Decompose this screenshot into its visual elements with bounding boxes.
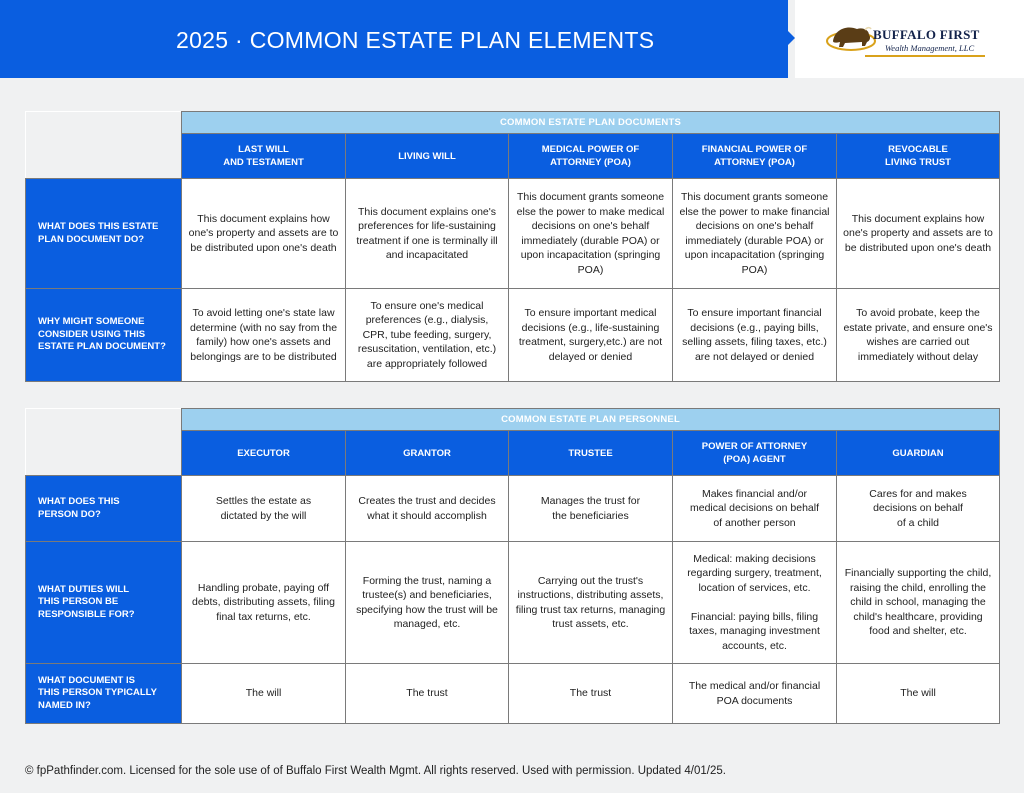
column-header: TRUSTEE (509, 431, 673, 476)
row-header: WHAT DOES THIS PERSON DO? (26, 476, 182, 542)
table-cell: Makes financial and/or medical decisions on behalf of another person (673, 476, 837, 542)
table-cell: This document grants someone else the power to make financial decisions on one's behalf immediately (durable POA) or upon incapacitation (springing POA) (673, 179, 837, 289)
table-corner (26, 112, 182, 134)
table-row (26, 542, 1000, 664)
column-header-row (26, 431, 1000, 476)
documents-table (25, 111, 1000, 382)
logo-underline (865, 55, 985, 57)
table-cell: Financially supporting the child, raising the child, enrolling the child in school, managing the child's healthcare, providing food and shelter, etc. (837, 542, 1000, 664)
table-corner (26, 409, 182, 431)
table-corner (26, 134, 182, 179)
table-cell: Handling probate, paying off debts, distributing assets, filing final tax returns, etc. (182, 542, 346, 664)
column-header: LAST WILL AND TESTAMENT (182, 134, 346, 179)
company-logo (795, 0, 1024, 78)
logo-name: BUFFALO FIRST (873, 27, 980, 42)
header-band (0, 0, 788, 78)
table-cell: The will (837, 664, 1000, 724)
column-header: GUARDIAN (837, 431, 1000, 476)
logo-subtitle: Wealth Management, LLC (885, 43, 975, 53)
table-cell: Manages the trust for the beneficiaries (509, 476, 673, 542)
column-header: POWER OF ATTORNEY (POA) AGENT (673, 431, 837, 476)
table-cell: The trust (346, 664, 509, 724)
row-header: WHAT DUTIES WILL THIS PERSON BE RESPONSIBLE FOR? (26, 542, 182, 664)
column-header: REVOCABLE LIVING TRUST (837, 134, 1000, 179)
table-cell: The will (182, 664, 346, 724)
table-cell: The trust (509, 664, 673, 724)
table-cell: The medical and/or financial POA documents (673, 664, 837, 724)
buffalo-icon (825, 19, 877, 57)
table-cell: Medical: making decisions regarding surgery, treatment, location of services, etc. Financial: paying bills, filing taxes, managing investment accounts, etc. (673, 542, 837, 664)
column-header: EXECUTOR (182, 431, 346, 476)
header-arrow (788, 31, 795, 45)
row-header: WHAT DOES THIS ESTATE PLAN DOCUMENT DO? (26, 179, 182, 289)
column-header: MEDICAL POWER OF ATTORNEY (POA) (509, 134, 673, 179)
table-row (26, 664, 1000, 724)
table-cell: To avoid letting one's state law determine (with no say from the family) how one's assets and belongings are to be distributed (182, 289, 346, 382)
table-cell: Settles the estate as dictated by the will (182, 476, 346, 542)
table-row (26, 289, 1000, 382)
table-row (26, 179, 1000, 289)
table-cell: To ensure important medical decisions (e.g., life-sustaining treatment, surgery,etc.) are not delayed or denied (509, 289, 673, 382)
table-cell: This document explains one's preferences for life-sustaining treatment if one is terminally ill and incapacitated (346, 179, 509, 289)
column-header: GRANTOR (346, 431, 509, 476)
column-header: FINANCIAL POWER OF ATTORNEY (POA) (673, 134, 837, 179)
table-cell: This document explains how one's property and assets are to be distributed upon one's death (182, 179, 346, 289)
page-title: 2025 · COMMON ESTATE PLAN ELEMENTS (176, 27, 655, 53)
table-cell: Forming the trust, naming a trustee(s) and beneficiaries, specifying how the trust will be managed, etc. (346, 542, 509, 664)
table-cell: Carrying out the trust's instructions, distributing assets, filing trust tax returns, managing trust assets, etc. (509, 542, 673, 664)
table-cell: Cares for and makes decisions on behalf of a child (837, 476, 1000, 542)
row-header: WHY MIGHT SOMEONE CONSIDER USING THIS ESTATE PLAN DOCUMENT? (26, 289, 182, 382)
table-cell: To avoid probate, keep the estate private, and ensure one's wishes are carried out immediately without delay (837, 289, 1000, 382)
table-cell: To ensure important financial decisions (e.g., paying bills, selling assets, filing taxes, etc.) are not delayed or denied (673, 289, 837, 382)
table-band-title: COMMON ESTATE PLAN DOCUMENTS (182, 112, 1000, 134)
copyright-footer: © fpPathfinder.com. Licensed for the sole use of of Buffalo First Wealth Mgmt. All rights reserved. Used with permission. Updated 4/01/25. (25, 765, 726, 777)
table-band-title: COMMON ESTATE PLAN PERSONNEL (182, 409, 1000, 431)
table-cell: This document grants someone else the power to make medical decisions on one's behalf immediately (durable POA) or upon incapacitation (springing POA) (509, 179, 673, 289)
table-row (26, 476, 1000, 542)
personnel-table (25, 408, 1000, 724)
column-header-row (26, 134, 1000, 179)
row-header: WHAT DOCUMENT IS THIS PERSON TYPICALLY NAMED IN? (26, 664, 182, 724)
table-cell: This document explains how one's property and assets are to be distributed upon one's death (837, 179, 1000, 289)
table-cell: To ensure one's medical preferences (e.g., dialysis, CPR, tube feeding, surgery, resuscitation, ventilation, etc.) are appropriately followed (346, 289, 509, 382)
table-corner (26, 431, 182, 476)
table-cell: Creates the trust and decides what it should accomplish (346, 476, 509, 542)
column-header: LIVING WILL (346, 134, 509, 179)
